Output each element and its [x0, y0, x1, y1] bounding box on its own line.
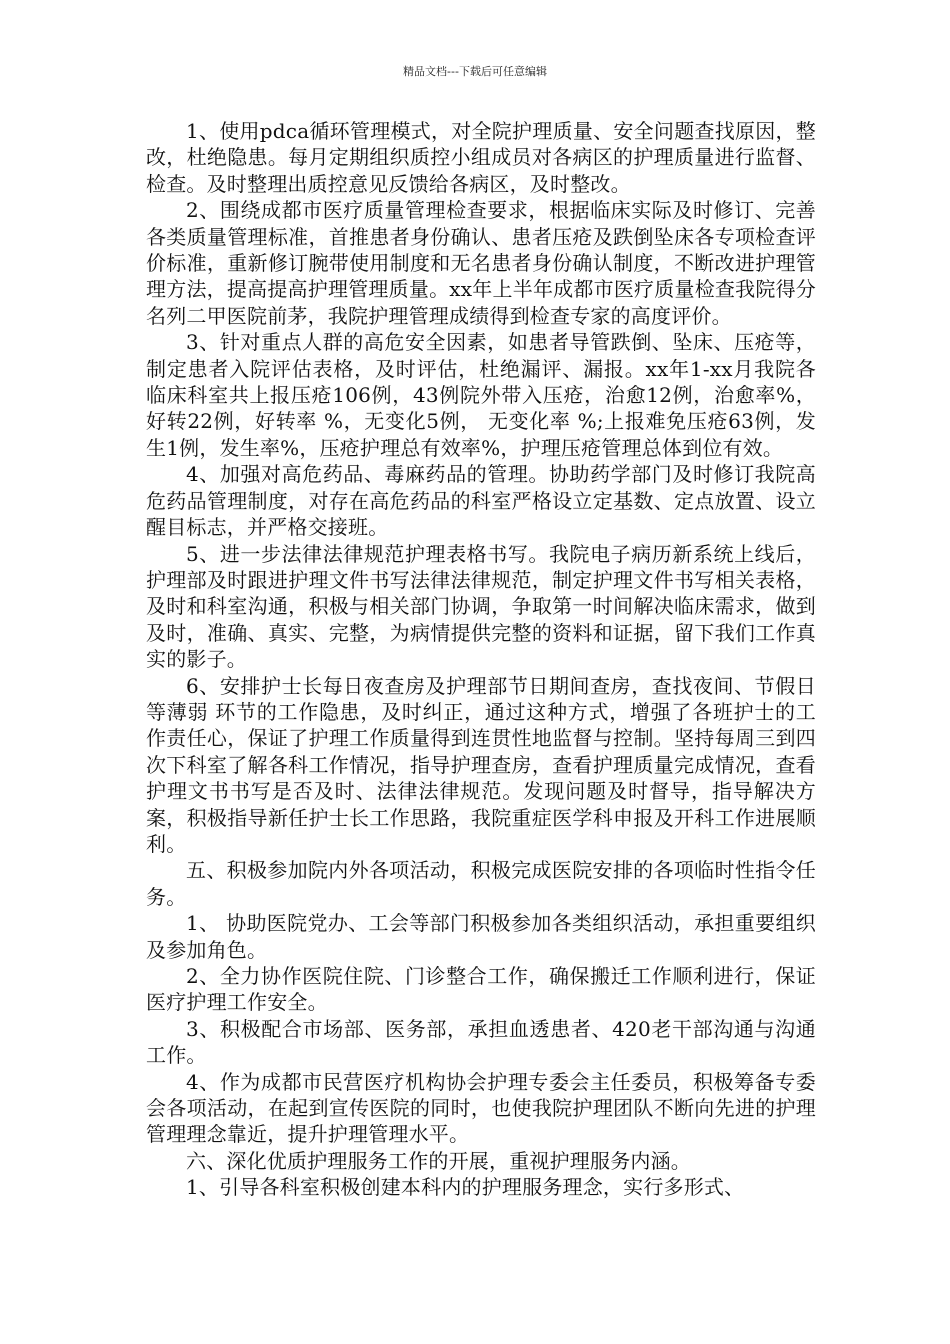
paragraph-dialysis-communication: 3、积极配合市场部、医务部，承担血透患者、420老干部沟通与沟通工作。	[146, 1016, 816, 1068]
page-header: 精品文档---下载后可任意编辑	[403, 65, 547, 78]
paragraph-pressure-ulcer: 3、针对重点人群的高危安全因素，如患者导管跌倒、坠床、压疮等，制定患者入院评估表格，及时评估，杜绝漏评、漏报。xx年1-xx月我院各临床科室共上报压疮106例，43例院外带入压疮，治愈12例，治愈率%，好转22例，好转率 %，无变化5例， 无变化率 %;上报难免压疮63例，发生1例，发生率%，压疮护理总有效率%，护理压疮管理总体到位有效。	[146, 330, 816, 460]
paragraph-hospital-relocation: 2、全力协作医院住院、门诊整合工作，确保搬迁工作顺利进行，保证医疗护理工作安全。	[146, 964, 816, 1015]
paragraph-quality-pdca: 1、使用pdca循环管理模式，对全院护理质量、安全问题查找原因，整改，杜绝隐患。每月定期组织质控小组成员对各病区的护理质量进行监督、检查。及时整理出质控意见反馈给各病区，及时整改。	[146, 119, 816, 196]
paragraph-high-risk-drugs: 4、加强对高危药品、毒麻药品的管理。协助药学部门及时修订我院高危药品管理制度，对存在高危药品的科室严格设立定基数、定点放置、设立醒目标志，并严格交接班。	[146, 462, 816, 540]
paragraph-nursing-records: 5、进一步法律法律规范护理表格书写。我院电子病历新系统上线后，护理部及时跟进护理文件书写法律法律规范，制定护理文件书写相关表格，及时和科室沟通，积极与相关部门协调，争取第一时间解决临床需求，做到及时，准确、真实、完整，为病情提供完整的资料和证据，留下我们工作真实的影子。	[146, 541, 816, 672]
document-body	[146, 118, 816, 1201]
section-heading-5: 五、积极参加院内外各项活动，积极完成医院安排的各项临时性指令任务。	[146, 858, 816, 909]
paragraph-party-activities: 1、 协助医院党办、工会等部门积极参加各类组织活动，承担重要组织及参加角色。	[146, 911, 816, 962]
paragraph-quality-standards: 2、围绕成都市医疗质量管理检查要求，根据临床实际及时修订、完善各类质量管理标准，首推患者身份确认、患者压疮及跌倒坠床各专项检查评价标准，重新修订腕带使用制度和无名患者身份确认制度，不断改进护理管理方法，提高提高护理管理质量。xx年上半年成都市医疗质量检查我院得分名列二甲医院前茅，我院护理管理成绩得到检查专家的高度评价。	[146, 198, 816, 328]
paragraph-night-rounds: 6、安排护士长每日夜查房及护理部节日期间查房，查找夜间、节假日等薄弱 环节的工作隐患，及时纠正，通过这种方式，增强了各班护士的工作责任心，保证了护理工作质量得到连贯性地监督与控制。坚持每周三到四次下科室了解各科工作情况，指导护理查房，查看护理质量完成情况，查看护理文书书写是否及时、法律法律规范。发现问题及时督导，指导解决方案，积极指导新任护士长工作思路，我院重症医学科申报及开科工作进展顺利。	[146, 673, 816, 856]
paragraph-service-concept: 1、引导各科室积极创建本科内的护理服务理念，实行多形式、	[186, 1175, 745, 1200]
paragraph-committee: 4、作为成都市民营医疗机构协会护理专委会主任委员，积极筹备专委会各项活动，在起到宣传医院的同时，也使我院护理团队不断向先进的护理管理理念靠近，提升护理管理水平。	[146, 1069, 816, 1147]
section-heading-6: 六、深化优质护理服务工作的开展，重视护理服务内涵。	[186, 1148, 691, 1173]
